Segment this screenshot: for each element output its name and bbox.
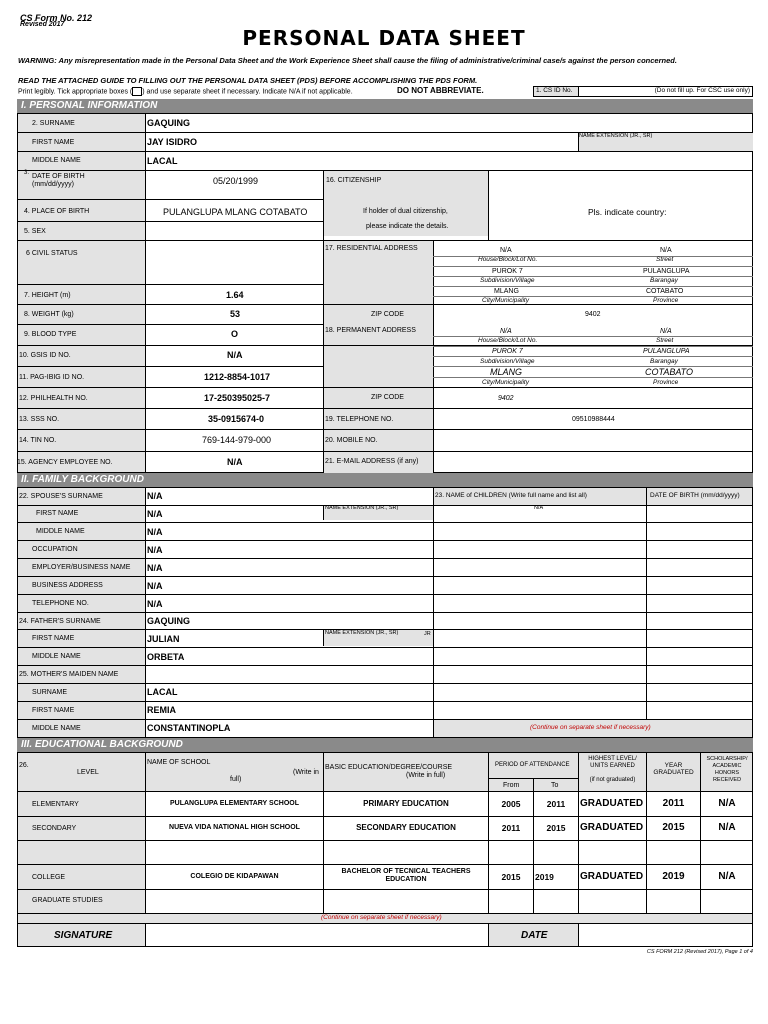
edu-row-1-year[interactable]: 2011 bbox=[662, 798, 685, 809]
signature-label: SIGNATURE bbox=[54, 930, 113, 941]
email-label: 21. E-MAIL ADDRESS (if any) bbox=[325, 458, 419, 465]
print-legibly-text: Print legibly. Tick appropriate boxes ( ) and use separate sheet if necessary. Indicate N/A if not applicable. bbox=[18, 88, 353, 96]
perm-house-caption: House/Block/Lot No. bbox=[478, 337, 538, 344]
perm-zip-value[interactable]: 9402 bbox=[498, 395, 514, 402]
highest-level-header: HIGHEST LEVEL/ UNITS EARNED bbox=[588, 756, 637, 769]
res-city[interactable]: MLANG bbox=[494, 288, 519, 295]
tin-label: 14. TIN NO. bbox=[19, 437, 57, 444]
blood-type-label: 9. BLOOD TYPE bbox=[24, 331, 77, 338]
father-surname-label: 24. FATHER'S SURNAME bbox=[19, 618, 101, 625]
edu-row-4-to[interactable]: 2019 bbox=[535, 872, 554, 882]
sss-label: 13. SSS NO. bbox=[19, 416, 60, 423]
father-ext-label: NAME EXTENSION (JR., SR) bbox=[325, 630, 399, 636]
edu-row-1-level: ELEMENTARY bbox=[32, 801, 79, 808]
spouse-first-value[interactable]: N/A bbox=[147, 509, 163, 519]
edu-row-2-from[interactable]: 2011 bbox=[501, 823, 521, 833]
mother-middle-label: MIDDLE NAME bbox=[32, 725, 81, 732]
page-title: PERSONAL DATA SHEET bbox=[242, 26, 526, 50]
read-guide-text: READ THE ATTACHED GUIDE TO FILLING OUT THE PERSONAL DATA SHEET (PDS) BEFORE ACCOMPLISHING THE PDS FORM. bbox=[18, 76, 478, 85]
employer-value[interactable]: N/A bbox=[147, 563, 163, 573]
philhealth-label: 12. PHILHEALTH NO. bbox=[19, 395, 88, 402]
surname-label: 2. SURNAME bbox=[32, 120, 75, 127]
agency-employee-value[interactable]: N/A bbox=[227, 457, 243, 467]
citizenship-label: 16. CITIZENSHIP bbox=[326, 177, 382, 184]
weight-label: 8. WEIGHT (kg) bbox=[24, 311, 74, 318]
perm-province-caption: Province bbox=[653, 379, 679, 386]
agency-employee-label: 15. AGENCY EMPLOYEE NO. bbox=[17, 459, 113, 466]
edu-row-1-school[interactable]: PULANGLUPA ELEMENTARY SCHOOL bbox=[170, 800, 299, 807]
occupation-value[interactable]: N/A bbox=[147, 545, 163, 555]
school-write-hint-2: full) bbox=[230, 776, 242, 783]
name-extension-label: NAME EXTENSION (JR., SR) bbox=[579, 133, 653, 139]
spouse-surname-value[interactable]: N/A bbox=[147, 491, 163, 501]
mother-first-label: FIRST NAME bbox=[32, 707, 75, 714]
perm-house[interactable]: N/A bbox=[500, 328, 512, 335]
res-subdivision-caption: Subdivision/Village bbox=[480, 277, 535, 284]
spouse-telephone-value[interactable]: N/A bbox=[147, 599, 163, 609]
residential-address-label: 17. RESIDENTIAL ADDRESS bbox=[325, 245, 418, 252]
gsis-label: 10. GSIS ID NO. bbox=[19, 352, 71, 359]
sex-label: 5. SEX bbox=[24, 228, 46, 235]
res-house[interactable]: N/A bbox=[500, 247, 512, 254]
first-name-label: FIRST NAME bbox=[32, 139, 75, 146]
spouse-surname-label: 22. SPOUSE'S SURNAME bbox=[19, 493, 103, 500]
edu-row-5-level: GRADUATE STUDIES bbox=[32, 897, 103, 904]
civil-status-label: 6 CIVIL STATUS bbox=[26, 250, 78, 257]
surname-value[interactable]: GAQUING bbox=[147, 118, 191, 128]
edu-row-1-course[interactable]: PRIMARY EDUCATION bbox=[363, 799, 449, 808]
revised-label: Revised 2017 bbox=[20, 21, 65, 28]
employer-label: EMPLOYER/BUSINESS NAME bbox=[32, 564, 131, 571]
perm-barangay-caption: Barangay bbox=[650, 358, 678, 365]
do-not-abbreviate: DO NOT ABBREVIATE. bbox=[397, 86, 484, 95]
height-value[interactable]: 1.64 bbox=[226, 290, 244, 300]
dual-citizenship-note: If holder of dual citizenship, bbox=[363, 208, 448, 215]
res-street[interactable]: N/A bbox=[660, 247, 672, 254]
pob-value[interactable]: PULANGLUPA MLANG COTABATO bbox=[163, 207, 308, 217]
perm-city[interactable]: MLANG bbox=[490, 367, 523, 377]
education-continue-note: (Continue on separate sheet if necessary) bbox=[321, 914, 442, 921]
edu-row-2-highest[interactable]: GRADUATED bbox=[580, 822, 644, 833]
res-province-caption: Province bbox=[653, 297, 679, 304]
res-barangay[interactable]: PULANGLUPA bbox=[643, 268, 690, 275]
edu-row-1-honors[interactable]: N/A bbox=[718, 798, 736, 809]
section-educational-background: III. EDUCATIONAL BACKGROUND bbox=[17, 738, 753, 752]
telephone-value[interactable]: 09510988444 bbox=[572, 416, 615, 423]
tin-value[interactable]: 769-144-979-000 bbox=[202, 435, 272, 445]
telephone-label: 19. TELEPHONE NO. bbox=[325, 416, 394, 423]
mobile-label: 20. MOBILE NO. bbox=[325, 437, 378, 444]
dual-citizenship-note-2: please indicate the details. bbox=[366, 223, 449, 230]
course-header: BASIC EDUCATION/DEGREE/COURSE bbox=[325, 764, 453, 771]
edu-row-2-year[interactable]: 2015 bbox=[662, 822, 685, 833]
res-barangay-caption: Barangay bbox=[650, 277, 678, 284]
warning-text: WARNING: Any misrepresentation made in the Personal Data Sheet and the Work Experience Sheet shall cause the filing of administrative/criminal case/s against the person concerned. bbox=[18, 56, 677, 65]
weight-value[interactable]: 53 bbox=[230, 309, 241, 319]
school-header: NAME OF SCHOOL bbox=[147, 759, 211, 766]
edu-row-4-honors[interactable]: N/A bbox=[718, 871, 736, 882]
dob-label: DATE OF BIRTH bbox=[32, 173, 85, 180]
edu-row-4-school[interactable]: COLEGIO DE KIDAPAWAN bbox=[190, 873, 279, 880]
dob-format: (mm/dd/yyyy) bbox=[32, 181, 74, 188]
cs-id-field[interactable]: (Do not fill up. For CSC use only) bbox=[578, 86, 753, 97]
middle-name-label: MIDDLE NAME bbox=[32, 157, 81, 164]
children-dob-label: DATE OF BIRTH (mm/dd/yyyy) bbox=[650, 492, 740, 499]
signature-field[interactable] bbox=[146, 924, 488, 946]
edu-row-1-to[interactable]: 2011 bbox=[546, 799, 566, 809]
perm-province[interactable]: COTABATO bbox=[645, 367, 694, 377]
business-address-label: BUSINESS ADDRESS bbox=[32, 582, 103, 589]
perm-street-caption: Street bbox=[656, 337, 674, 344]
spouse-ext-label: NAME EXTENSION (JR., SR) bbox=[325, 505, 399, 511]
tick-box-sample bbox=[132, 87, 142, 96]
children-label: 23. NAME of CHILDREN (Write full name and list all) bbox=[435, 492, 587, 499]
edu-row-2-school[interactable]: NUEVA VIDA NATIONAL HIGH SCHOOL bbox=[169, 824, 300, 831]
perm-subdivision[interactable]: PUROK 7 bbox=[492, 348, 523, 355]
scholarship-header: SCHOLARSHIP/ ACADEMIC HONORS RECEIVED bbox=[706, 756, 748, 783]
course-write-hint: (Write in full) bbox=[406, 772, 446, 779]
father-first-value[interactable]: JULIAN bbox=[147, 634, 180, 644]
res-subdivision[interactable]: PUROK 7 bbox=[492, 268, 523, 275]
blood-type-value[interactable]: O bbox=[231, 329, 239, 339]
children-na[interactable]: N/A bbox=[534, 505, 544, 511]
perm-subdivision-caption: Subdivision/Village bbox=[480, 358, 535, 365]
res-zip-label: ZIP CODE bbox=[371, 311, 404, 318]
permanent-address-label: 18. PERMANENT ADDRESS bbox=[325, 327, 416, 334]
father-ext-value[interactable]: JR bbox=[424, 631, 431, 637]
gsis-value[interactable]: N/A bbox=[227, 350, 243, 360]
perm-street[interactable]: N/A bbox=[660, 328, 672, 335]
res-house-caption: House/Block/Lot No. bbox=[478, 256, 538, 263]
mother-first-value[interactable]: REMIA bbox=[147, 705, 176, 715]
period-header: PERIOD OF ATTENDANCE bbox=[495, 762, 570, 768]
res-province[interactable]: COTABATO bbox=[646, 288, 684, 295]
cs-id-label: 1. CS ID No. bbox=[533, 86, 579, 97]
family-continue-note: (Continue on separate sheet if necessary) bbox=[530, 724, 651, 731]
business-address-value[interactable]: N/A bbox=[147, 581, 163, 591]
edu-row-2-to[interactable]: 2015 bbox=[546, 823, 566, 833]
edu-row-4-highest[interactable]: GRADUATED bbox=[580, 871, 644, 882]
father-first-label: FIRST NAME bbox=[32, 635, 75, 642]
highest-level-subheader: (if not graduated) bbox=[589, 777, 636, 783]
sss-value[interactable]: 35-0915674-0 bbox=[208, 414, 265, 424]
pagibig-label: 11. PAG-IBIG ID NO. bbox=[19, 374, 85, 381]
country-indicator[interactable]: Pls. indicate country: bbox=[588, 207, 667, 217]
perm-zip-label: ZIP CODE bbox=[371, 394, 404, 401]
edu-row-2-course[interactable]: SECONDARY EDUCATION bbox=[356, 823, 456, 832]
occupation-label: OCCUPATION bbox=[32, 546, 78, 553]
mother-surname-value[interactable]: LACAL bbox=[147, 687, 178, 697]
edu-row-4-from[interactable]: 2015 bbox=[501, 872, 521, 882]
perm-city-caption: City/Municipality bbox=[482, 379, 529, 386]
philhealth-value[interactable]: 17-250395025-7 bbox=[204, 393, 271, 403]
dob-value[interactable]: 05/20/1999 bbox=[213, 176, 259, 186]
to-header: To bbox=[551, 782, 559, 789]
mother-middle-value[interactable]: CONSTANTINOPLA bbox=[147, 723, 231, 733]
level-header: LEVEL bbox=[77, 769, 99, 776]
edu-row-2-level: SECONDARY bbox=[32, 825, 77, 832]
education-number: 26. bbox=[19, 762, 29, 769]
edu-row-4-course[interactable]: BACHELOR OF TECNICAL TEACHERS EDUCATION bbox=[341, 868, 471, 883]
form-number: CS Form No. 212 bbox=[20, 13, 93, 23]
dob-number: 3. bbox=[24, 170, 30, 176]
res-street-caption: Street bbox=[656, 256, 674, 263]
mother-surname-label: SURNAME bbox=[32, 689, 68, 696]
spouse-middle-label: MIDDLE NAME bbox=[36, 528, 85, 535]
father-middle-value[interactable]: ORBETA bbox=[147, 652, 185, 662]
from-header: From bbox=[503, 782, 520, 789]
edu-row-4-level: COLLEGE bbox=[32, 874, 66, 881]
edu-row-2-honors[interactable]: N/A bbox=[718, 822, 736, 833]
height-label: 7. HEIGHT (m) bbox=[24, 292, 71, 299]
first-name-value[interactable]: JAY ISIDRO bbox=[147, 137, 198, 147]
res-city-caption: City/Municipality bbox=[482, 297, 529, 304]
pagibig-value[interactable]: 1212-8854-1017 bbox=[204, 372, 271, 382]
mother-maiden-label: 25. MOTHER'S MAIDEN NAME bbox=[19, 671, 119, 678]
date-label: DATE bbox=[521, 930, 548, 941]
school-write-hint: (Write in bbox=[293, 769, 319, 776]
edu-row-1-highest[interactable]: GRADUATED bbox=[580, 798, 644, 809]
spouse-telephone-label: TELEPHONE NO. bbox=[32, 600, 89, 607]
section-family-background: II. FAMILY BACKGROUND bbox=[17, 473, 753, 487]
father-surname-value[interactable]: GAQUING bbox=[147, 616, 191, 626]
page-footer-note: CS FORM 212 (Revised 2017), Page 1 of 4 bbox=[646, 949, 753, 955]
pob-label: 4. PLACE OF BIRTH bbox=[24, 208, 90, 215]
date-field[interactable] bbox=[579, 924, 752, 946]
res-zip-value[interactable]: 9402 bbox=[585, 311, 601, 318]
father-middle-label: MIDDLE NAME bbox=[32, 653, 81, 660]
edu-row-4-year[interactable]: 2019 bbox=[662, 871, 685, 882]
perm-barangay[interactable]: PULANGLUPA bbox=[643, 348, 690, 355]
middle-name-value[interactable]: LACAL bbox=[147, 156, 178, 166]
spouse-first-label: FIRST NAME bbox=[36, 510, 79, 517]
year-graduated-header: YEAR GRADUATED bbox=[653, 762, 694, 776]
edu-row-1-from[interactable]: 2005 bbox=[501, 799, 521, 809]
spouse-middle-value[interactable]: N/A bbox=[147, 527, 163, 537]
section-personal-info: I. PERSONAL INFORMATION bbox=[17, 99, 753, 113]
